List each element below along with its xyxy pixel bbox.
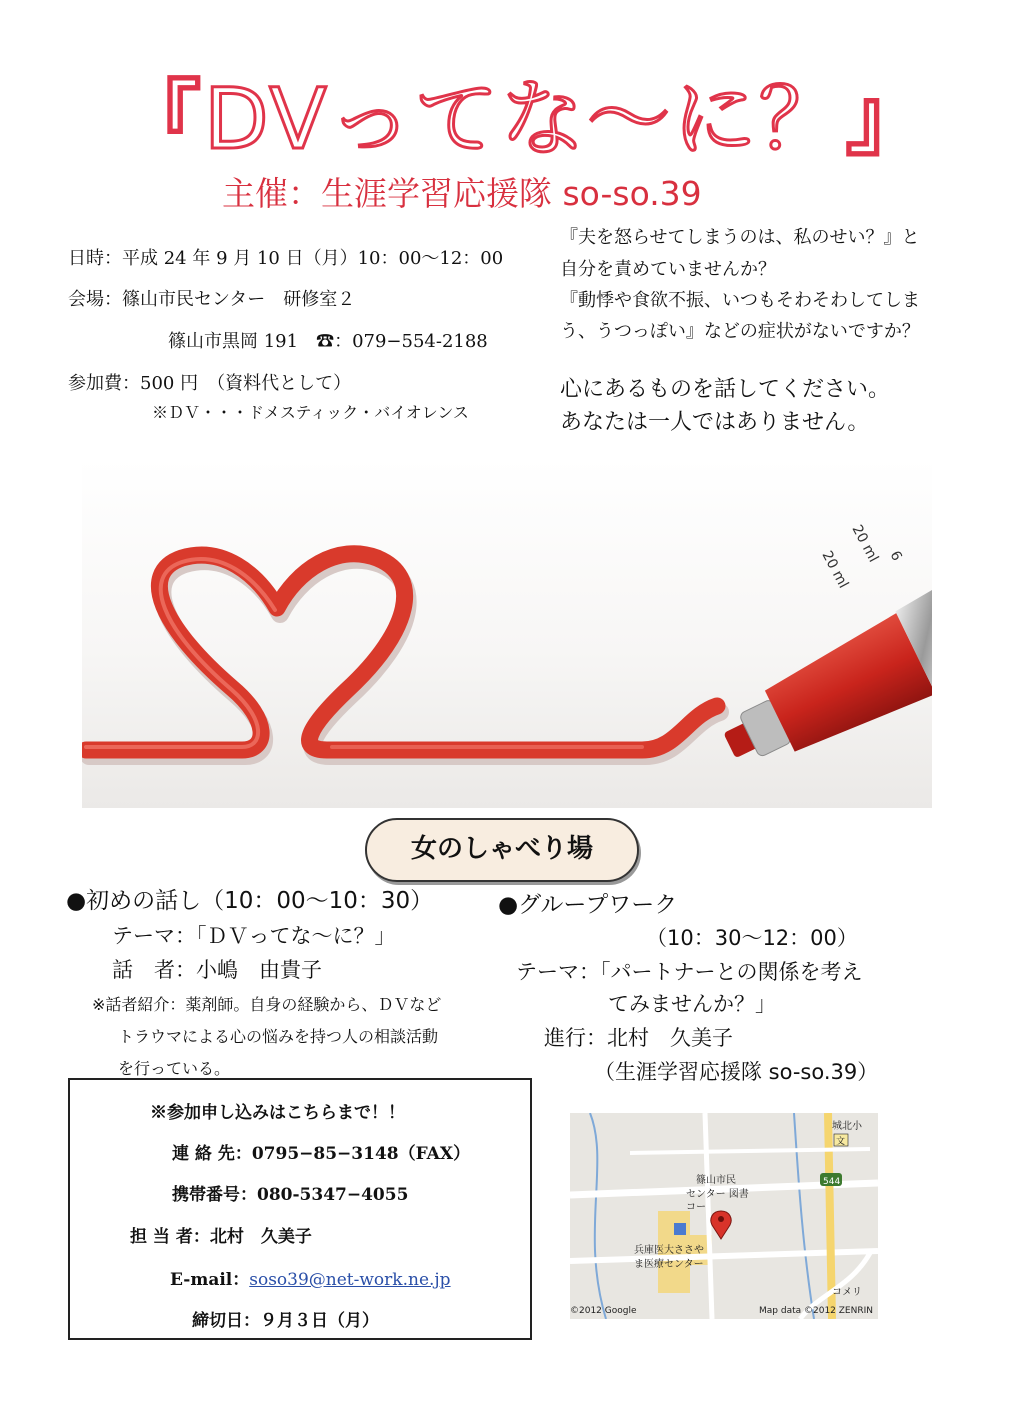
speaker-intro-3: を行っている。 <box>118 1059 231 1078</box>
map-label-center-3: コー <box>686 1202 706 1213</box>
speaker-intro-1: ※話者紹介：薬剤師。自身の経験から、ＤＶなど <box>92 995 442 1014</box>
contact-email-row <box>170 1265 451 1290</box>
talk-theme: テーマ：「ＤＶってな〜に？」 <box>112 924 396 948</box>
email-link[interactable]: soso39@net-work.ne.jp <box>249 1270 451 1290</box>
question-line-3: 『動悸や食欲不振、いつもそわそわしてしま <box>560 290 920 311</box>
map-label-school: 城北小 <box>832 1121 862 1132</box>
map-copyright: ©2012 Google <box>570 1306 637 1316</box>
group-theme-1: テーマ：「パートナーとの関係を考え <box>516 960 863 984</box>
tube-label-2: 20 ml <box>848 522 882 566</box>
contact-person: 担 当 者：北村 久美子 <box>130 1227 312 1247</box>
map-data-credit: Map data ©2012 ZENRIN <box>759 1306 873 1316</box>
talk-heading: ●初めの話し（10：00〜10：30） <box>66 888 434 914</box>
hospital-icon <box>674 1223 686 1235</box>
page-title: 『DVってな〜に？』 <box>118 70 931 168</box>
tube-label-3: 6 <box>886 548 905 564</box>
group-time: （10：30〜12：00） <box>646 926 858 950</box>
email-label: E-mail： <box>170 1270 250 1290</box>
map-label-hospital-1: 兵庫医大ささや <box>634 1245 704 1256</box>
question-line-1: 『夫を怒らせてしまうのは、私のせい？』と <box>560 227 920 248</box>
question-line-4: う、うつっぽい』などの症状がないですか？ <box>560 321 920 342</box>
event-badge: 女のしゃべり場 <box>365 818 639 882</box>
message-line-2: あなたは一人ではありません。 <box>560 410 870 435</box>
map-label-center-1: 篠山市民 <box>696 1175 736 1186</box>
event-fee: 参加費：500 円 （資料代として） <box>68 373 352 394</box>
contact-mobile: 携帯番号：080-5347−4055 <box>172 1185 409 1205</box>
school-icon: 文 <box>836 1137 846 1147</box>
route-number: 544 <box>823 1177 841 1187</box>
contact-tel: 連 絡 先：0795−85−3148（FAX） <box>172 1144 471 1164</box>
location-map <box>570 1113 878 1319</box>
tube-label-1: 20 ml <box>818 548 852 592</box>
group-heading: ●グループワーク <box>498 892 678 918</box>
map-label-center-2: センター 図書 <box>686 1189 749 1200</box>
event-date: 日時：平成 24 年 9 月 10 日（月）10：00〜12：00 <box>68 248 504 269</box>
map-label-hospital-2: ま医療センター <box>634 1259 704 1270</box>
group-org: （生涯学習応援隊 so-so.39） <box>594 1060 879 1084</box>
contact-heading: ※参加申し込みはこちらまで！！ <box>150 1103 405 1123</box>
event-address: 篠山市黒岡 191 ☎：079−554-2188 <box>168 331 488 352</box>
question-line-2: 自分を責めていませんか？ <box>560 259 776 280</box>
map-label-komeri: コメリ <box>832 1287 862 1298</box>
contact-deadline: 締切日：９月３日（月） <box>192 1311 379 1331</box>
talk-speaker: 話 者：小嶋 由貴子 <box>112 958 322 982</box>
group-facilitator: 進行：北村 久美子 <box>544 1026 733 1050</box>
event-venue: 会場：篠山市民センター 研修室２ <box>68 289 356 310</box>
message-line-1: 心にあるものを話してください。 <box>560 377 891 402</box>
heart-paint-photo <box>82 458 932 808</box>
dv-note: ※ＤＶ・・・ドメスティック・バイオレンス <box>152 403 469 422</box>
sponsor-line: 主催：生涯学習応援隊 so-so.39 <box>222 174 702 213</box>
group-theme-2: てみませんか？」 <box>608 992 776 1016</box>
speaker-intro-2: トラウマによる心の悩みを持つ人の相談活動 <box>118 1027 439 1046</box>
